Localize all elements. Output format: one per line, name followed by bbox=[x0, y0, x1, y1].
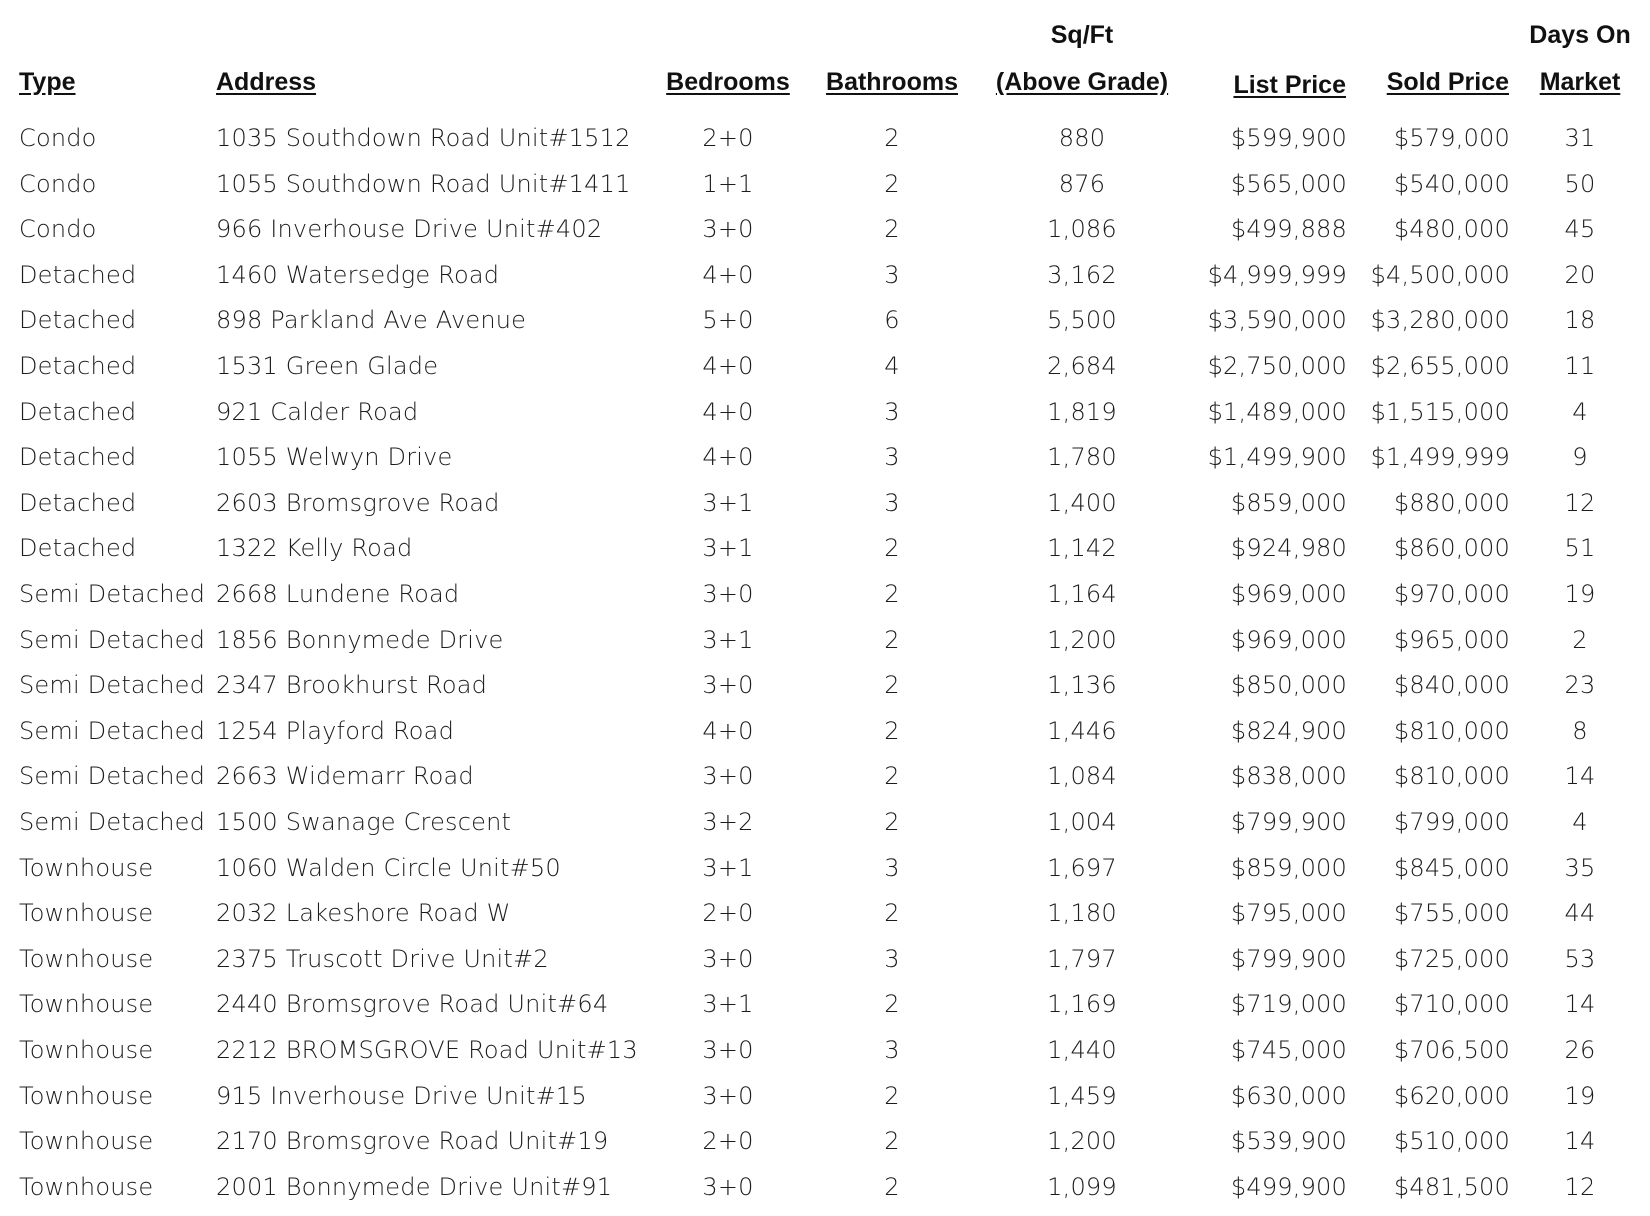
cell-bedrooms: 3+1 bbox=[702, 990, 754, 1018]
cell-bedrooms: 4+0 bbox=[702, 261, 754, 289]
cell-list-price: $850,000 bbox=[1230, 671, 1347, 699]
cell-sqft: 1,136 bbox=[1047, 671, 1117, 699]
cell-bedrooms: 3+0 bbox=[702, 1082, 754, 1110]
cell-type: Townhouse bbox=[19, 1036, 154, 1064]
cell-type: Townhouse bbox=[19, 945, 154, 973]
cell-sold-price: $799,000 bbox=[1393, 808, 1510, 836]
cell-bathrooms: 2 bbox=[884, 808, 900, 836]
cell-address: 921 Calder Road bbox=[216, 398, 419, 426]
cell-bedrooms: 3+1 bbox=[702, 489, 754, 517]
cell-list-price: $565,000 bbox=[1230, 170, 1347, 198]
cell-address: 915 Inverhouse Drive Unit#15 bbox=[216, 1082, 587, 1110]
cell-bedrooms: 3+0 bbox=[702, 1173, 754, 1201]
cell-bathrooms: 2 bbox=[884, 899, 900, 927]
cell-bathrooms: 2 bbox=[884, 1082, 900, 1110]
cell-address: 1322 Kelly Road bbox=[216, 534, 413, 562]
cell-bedrooms: 5+0 bbox=[702, 306, 754, 334]
cell-list-price: $745,000 bbox=[1230, 1036, 1347, 1064]
cell-address: 1460 Watersedge Road bbox=[216, 261, 500, 289]
cell-address: 2663 Widemarr Road bbox=[216, 762, 474, 790]
header-type: Type bbox=[19, 68, 76, 96]
cell-list-price: $719,000 bbox=[1230, 990, 1347, 1018]
header-dom-line2: Market bbox=[1539, 68, 1621, 96]
cell-sold-price: $481,500 bbox=[1393, 1173, 1510, 1201]
cell-days-on-market: 44 bbox=[1564, 899, 1596, 927]
cell-days-on-market: 4 bbox=[1572, 808, 1588, 836]
cell-days-on-market: 50 bbox=[1564, 170, 1596, 198]
cell-sold-price: $710,000 bbox=[1393, 990, 1510, 1018]
cell-bathrooms: 2 bbox=[884, 215, 900, 243]
cell-sqft: 1,440 bbox=[1047, 1036, 1117, 1064]
cell-bedrooms: 2+0 bbox=[702, 1127, 754, 1155]
cell-sqft: 1,400 bbox=[1047, 489, 1117, 517]
cell-address: 2668 Lundene Road bbox=[216, 580, 460, 608]
cell-bathrooms: 3 bbox=[884, 398, 900, 426]
cell-list-price: $824,900 bbox=[1230, 717, 1347, 745]
cell-days-on-market: 31 bbox=[1564, 124, 1596, 152]
cell-sold-price: $880,000 bbox=[1393, 489, 1510, 517]
cell-bedrooms: 3+0 bbox=[702, 671, 754, 699]
cell-bathrooms: 6 bbox=[884, 306, 900, 334]
cell-sold-price: $3,280,000 bbox=[1370, 306, 1510, 334]
cell-bedrooms: 3+1 bbox=[702, 534, 754, 562]
cell-days-on-market: 11 bbox=[1564, 352, 1596, 380]
cell-address: 2170 Bromsgrove Road Unit#19 bbox=[216, 1127, 609, 1155]
cell-bedrooms: 2+0 bbox=[702, 124, 754, 152]
cell-sold-price: $725,000 bbox=[1393, 945, 1510, 973]
cell-bathrooms: 2 bbox=[884, 990, 900, 1018]
header-address: Address bbox=[216, 68, 317, 96]
cell-type: Condo bbox=[19, 124, 97, 152]
cell-bathrooms: 4 bbox=[884, 352, 900, 380]
cell-list-price: $799,900 bbox=[1230, 945, 1347, 973]
cell-list-price: $1,489,000 bbox=[1207, 398, 1347, 426]
cell-sqft: 880 bbox=[1058, 124, 1106, 152]
cell-type: Detached bbox=[19, 443, 137, 471]
cell-bedrooms: 4+0 bbox=[702, 443, 754, 471]
cell-type: Townhouse bbox=[19, 899, 154, 927]
cell-bathrooms: 3 bbox=[884, 854, 900, 882]
cell-bedrooms: 3+1 bbox=[702, 854, 754, 882]
header-sqft-line2: (Above Grade) bbox=[995, 68, 1169, 96]
cell-sold-price: $965,000 bbox=[1393, 626, 1510, 654]
cell-type: Semi Detached bbox=[19, 717, 206, 745]
cell-days-on-market: 12 bbox=[1564, 1173, 1596, 1201]
cell-sold-price: $540,000 bbox=[1393, 170, 1510, 198]
cell-sold-price: $810,000 bbox=[1393, 762, 1510, 790]
cell-bathrooms: 2 bbox=[884, 1173, 900, 1201]
cell-list-price: $969,000 bbox=[1230, 580, 1347, 608]
cell-sqft: 876 bbox=[1058, 170, 1106, 198]
cell-address: 2212 BROMSGROVE Road Unit#13 bbox=[216, 1036, 638, 1064]
cell-sqft: 1,086 bbox=[1047, 215, 1117, 243]
cell-sqft: 1,459 bbox=[1047, 1082, 1117, 1110]
cell-bathrooms: 2 bbox=[884, 534, 900, 562]
cell-days-on-market: 19 bbox=[1564, 580, 1596, 608]
cell-type: Townhouse bbox=[19, 990, 154, 1018]
cell-days-on-market: 19 bbox=[1564, 1082, 1596, 1110]
cell-address: 1254 Playford Road bbox=[216, 717, 455, 745]
cell-bathrooms: 2 bbox=[884, 580, 900, 608]
cell-type: Semi Detached bbox=[19, 762, 206, 790]
header-bedrooms: Bedrooms bbox=[666, 68, 790, 96]
cell-days-on-market: 51 bbox=[1564, 534, 1596, 562]
cell-list-price: $838,000 bbox=[1230, 762, 1347, 790]
cell-sqft: 1,169 bbox=[1047, 990, 1117, 1018]
cell-sold-price: $1,515,000 bbox=[1370, 398, 1510, 426]
cell-bedrooms: 2+0 bbox=[702, 899, 754, 927]
cell-days-on-market: 14 bbox=[1564, 1127, 1596, 1155]
cell-type: Townhouse bbox=[19, 854, 154, 882]
cell-days-on-market: 23 bbox=[1564, 671, 1596, 699]
cell-days-on-market: 35 bbox=[1564, 854, 1596, 882]
cell-list-price: $795,000 bbox=[1230, 899, 1347, 927]
cell-bedrooms: 3+2 bbox=[702, 808, 754, 836]
cell-bathrooms: 2 bbox=[884, 717, 900, 745]
cell-sqft: 1,180 bbox=[1047, 899, 1117, 927]
cell-list-price: $499,888 bbox=[1230, 215, 1347, 243]
cell-address: 1055 Welwyn Drive bbox=[216, 443, 453, 471]
cell-type: Detached bbox=[19, 352, 137, 380]
cell-days-on-market: 53 bbox=[1564, 945, 1596, 973]
cell-list-price: $630,000 bbox=[1230, 1082, 1347, 1110]
cell-type: Detached bbox=[19, 489, 137, 517]
cell-sqft: 1,797 bbox=[1047, 945, 1117, 973]
cell-address: 966 Inverhouse Drive Unit#402 bbox=[216, 215, 603, 243]
header-sqft-line1: Sq/Ft bbox=[1050, 21, 1114, 49]
header-bathrooms: Bathrooms bbox=[826, 68, 958, 96]
cell-sold-price: $1,499,999 bbox=[1370, 443, 1510, 471]
cell-bedrooms: 3+0 bbox=[702, 580, 754, 608]
cell-address: 2375 Truscott Drive Unit#2 bbox=[216, 945, 549, 973]
cell-sqft: 1,142 bbox=[1047, 534, 1117, 562]
cell-sold-price: $706,500 bbox=[1393, 1036, 1510, 1064]
cell-sqft: 1,819 bbox=[1047, 398, 1117, 426]
cell-list-price: $969,000 bbox=[1230, 626, 1347, 654]
header-sold-price: Sold Price bbox=[1386, 68, 1509, 96]
cell-sqft: 1,004 bbox=[1047, 808, 1117, 836]
cell-sold-price: $860,000 bbox=[1393, 534, 1510, 562]
header-dom-line1: Days On bbox=[1529, 21, 1631, 49]
cell-address: 2440 Bromsgrove Road Unit#64 bbox=[216, 990, 609, 1018]
cell-bathrooms: 3 bbox=[884, 945, 900, 973]
cell-list-price: $4,999,999 bbox=[1207, 261, 1347, 289]
cell-sold-price: $810,000 bbox=[1393, 717, 1510, 745]
cell-bathrooms: 2 bbox=[884, 124, 900, 152]
cell-bathrooms: 2 bbox=[884, 1127, 900, 1155]
cell-days-on-market: 14 bbox=[1564, 990, 1596, 1018]
cell-sqft: 5,500 bbox=[1047, 306, 1117, 334]
cell-sqft: 1,697 bbox=[1047, 854, 1117, 882]
cell-bedrooms: 1+1 bbox=[702, 170, 754, 198]
cell-days-on-market: 8 bbox=[1572, 717, 1588, 745]
cell-address: 1060 Walden Circle Unit#50 bbox=[216, 854, 561, 882]
cell-sqft: 1,084 bbox=[1047, 762, 1117, 790]
cell-sold-price: $970,000 bbox=[1393, 580, 1510, 608]
cell-days-on-market: 4 bbox=[1572, 398, 1588, 426]
cell-address: 2347 Brookhurst Road bbox=[216, 671, 488, 699]
cell-address: 1531 Green Glade bbox=[216, 352, 439, 380]
cell-address: 2001 Bonnymede Drive Unit#91 bbox=[216, 1173, 613, 1201]
cell-type: Townhouse bbox=[19, 1082, 154, 1110]
cell-list-price: $799,900 bbox=[1230, 808, 1347, 836]
cell-list-price: $3,590,000 bbox=[1207, 306, 1347, 334]
cell-list-price: $599,900 bbox=[1230, 124, 1347, 152]
cell-bedrooms: 4+0 bbox=[702, 398, 754, 426]
cell-bedrooms: 3+0 bbox=[702, 215, 754, 243]
cell-type: Semi Detached bbox=[19, 626, 206, 654]
cell-type: Condo bbox=[19, 215, 97, 243]
cell-sold-price: $755,000 bbox=[1393, 899, 1510, 927]
cell-sqft: 1,780 bbox=[1047, 443, 1117, 471]
cell-bedrooms: 4+0 bbox=[702, 352, 754, 380]
cell-bedrooms: 3+0 bbox=[702, 1036, 754, 1064]
cell-sold-price: $4,500,000 bbox=[1370, 261, 1510, 289]
cell-bathrooms: 3 bbox=[884, 443, 900, 471]
cell-sqft: 1,200 bbox=[1047, 626, 1117, 654]
cell-sold-price: $620,000 bbox=[1393, 1082, 1510, 1110]
cell-list-price: $924,980 bbox=[1230, 534, 1347, 562]
cell-sold-price: $2,655,000 bbox=[1370, 352, 1510, 380]
cell-type: Condo bbox=[19, 170, 97, 198]
cell-address: 1500 Swanage Crescent bbox=[216, 808, 512, 836]
cell-type: Semi Detached bbox=[19, 671, 206, 699]
cell-bathrooms: 3 bbox=[884, 261, 900, 289]
cell-list-price: $2,750,000 bbox=[1207, 352, 1347, 380]
cell-type: Townhouse bbox=[19, 1127, 154, 1155]
cell-bedrooms: 3+0 bbox=[702, 945, 754, 973]
cell-sold-price: $480,000 bbox=[1393, 215, 1510, 243]
cell-type: Detached bbox=[19, 306, 137, 334]
cell-days-on-market: 9 bbox=[1572, 443, 1588, 471]
cell-days-on-market: 20 bbox=[1564, 261, 1596, 289]
cell-days-on-market: 26 bbox=[1564, 1036, 1596, 1064]
cell-list-price: $539,900 bbox=[1230, 1127, 1347, 1155]
cell-sqft: 3,162 bbox=[1047, 261, 1117, 289]
cell-address: 898 Parkland Ave Avenue bbox=[216, 306, 527, 334]
cell-bathrooms: 3 bbox=[884, 489, 900, 517]
cell-type: Townhouse bbox=[19, 1173, 154, 1201]
cell-type: Semi Detached bbox=[19, 808, 206, 836]
cell-bedrooms: 3+1 bbox=[702, 626, 754, 654]
cell-days-on-market: 12 bbox=[1564, 489, 1596, 517]
cell-sqft: 2,684 bbox=[1047, 352, 1117, 380]
cell-address: 2032 Lakeshore Road W bbox=[216, 899, 511, 927]
cell-list-price: $499,900 bbox=[1230, 1173, 1347, 1201]
cell-bathrooms: 2 bbox=[884, 626, 900, 654]
cell-sold-price: $845,000 bbox=[1393, 854, 1510, 882]
cell-days-on-market: 2 bbox=[1572, 626, 1588, 654]
cell-bathrooms: 3 bbox=[884, 1036, 900, 1064]
cell-sqft: 1,446 bbox=[1047, 717, 1117, 745]
cell-bathrooms: 2 bbox=[884, 671, 900, 699]
cell-days-on-market: 18 bbox=[1564, 306, 1596, 334]
cell-sold-price: $840,000 bbox=[1393, 671, 1510, 699]
cell-sqft: 1,200 bbox=[1047, 1127, 1117, 1155]
cell-bathrooms: 2 bbox=[884, 170, 900, 198]
cell-sold-price: $579,000 bbox=[1393, 124, 1510, 152]
cell-bathrooms: 2 bbox=[884, 762, 900, 790]
cell-list-price: $859,000 bbox=[1230, 489, 1347, 517]
cell-address: 1055 Southdown Road Unit#1411 bbox=[216, 170, 631, 198]
cell-days-on-market: 45 bbox=[1564, 215, 1596, 243]
cell-bedrooms: 4+0 bbox=[702, 717, 754, 745]
cell-days-on-market: 14 bbox=[1564, 762, 1596, 790]
cell-type: Semi Detached bbox=[19, 580, 206, 608]
cell-address: 2603 Bromsgrove Road bbox=[216, 489, 500, 517]
header-list-price: List Price bbox=[1233, 71, 1346, 99]
cell-sqft: 1,099 bbox=[1047, 1173, 1117, 1201]
cell-type: Detached bbox=[19, 534, 137, 562]
cell-sold-price: $510,000 bbox=[1393, 1127, 1510, 1155]
cell-type: Detached bbox=[19, 398, 137, 426]
cell-address: 1856 Bonnymede Drive bbox=[216, 626, 504, 654]
cell-sqft: 1,164 bbox=[1047, 580, 1117, 608]
cell-list-price: $1,499,900 bbox=[1207, 443, 1347, 471]
cell-list-price: $859,000 bbox=[1230, 854, 1347, 882]
cell-type: Detached bbox=[19, 261, 137, 289]
cell-address: 1035 Southdown Road Unit#1512 bbox=[216, 124, 631, 152]
cell-bedrooms: 3+0 bbox=[702, 762, 754, 790]
